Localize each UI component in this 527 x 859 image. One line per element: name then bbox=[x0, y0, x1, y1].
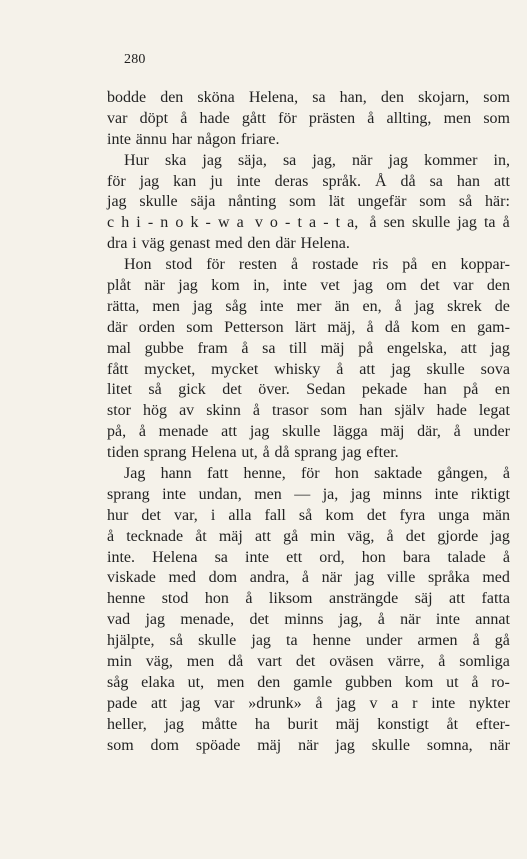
text-line: Hur ska jag säja, sa jag, när jag kommer in, bbox=[124, 151, 510, 169]
text-line: mal gubbe fram å sa till mäj på engelska, att jag bbox=[107, 339, 510, 357]
text-line: på, å menade att jag skulle lägga mäj där, å under bbox=[107, 423, 510, 441]
text-line: för jag kan ju inte deras språk. Å då sa han att bbox=[107, 172, 510, 190]
text-line: min väg, men då vart det oväsen värre, å somliga bbox=[107, 653, 510, 671]
text-line: henne stod hon å liksom ansträngde säj att fatta bbox=[107, 590, 510, 608]
text-line: plåt när jag kom in, inte vet jag om det var den bbox=[107, 277, 510, 295]
text-line: pade att jag var »drunk» å jag v a r inte nykter bbox=[107, 694, 510, 712]
text-line: c h i - n o k - w a v o - t a - t a, å sen skulle jag ta å bbox=[107, 214, 510, 232]
text-line: litet så gick det över. Sedan pekade han på en bbox=[107, 381, 510, 399]
text-line: stor hög av skinn å trasor som han själv hade legat bbox=[107, 402, 510, 420]
text-line: heller, jag måtte ha burit mäj konstigt åt efter- bbox=[107, 715, 510, 733]
text-line: jag skulle säja nånting som lät ungefär som så här: bbox=[107, 193, 510, 211]
text-line: såg elaka ut, men den gamle gubben kom ut å ro- bbox=[107, 673, 510, 691]
text-line: där orden som Petterson lärt mäj, å då kom en gam- bbox=[107, 318, 510, 336]
text-line: bodde den sköna Helena, sa han, den skojarn, som bbox=[107, 89, 510, 106]
text-line: å tecknade åt mäj att gå min väg, å det gjorde jag bbox=[107, 527, 510, 545]
text-line: fått mycket, mycket whisky å att jag skulle sova bbox=[107, 360, 510, 378]
text-line: Hon stod för resten å rostade ris på en koppar- bbox=[124, 256, 510, 274]
text-line: inte ännu har någon friare. bbox=[107, 130, 280, 148]
text-line: dra i väg genast med den där Helena. bbox=[107, 235, 350, 253]
text-line: Jag hann fatt henne, för hon saktade gången, å bbox=[124, 465, 510, 483]
text-line: tiden sprang Helena ut, å då sprang jag efter. bbox=[107, 444, 399, 462]
page-number: 280 bbox=[124, 52, 146, 67]
text-line: hjälpte, så skulle jag ta henne under armen å gå bbox=[107, 632, 510, 650]
text-line: rätta, men jag såg inte mer än en, å jag skrek de bbox=[107, 297, 510, 315]
text-line: sprang inte undan, men — ja, jag minns inte riktigt bbox=[107, 485, 510, 503]
text-line: inte. Helena sa inte ett ord, hon bara talade å bbox=[107, 548, 510, 566]
text-line: viskade med dom andra, å när jag ville språka med bbox=[107, 569, 510, 587]
text-line: var döpt å hade gått för prästen å allting, men som bbox=[107, 109, 510, 127]
text-line: vad jag menade, det minns jag, å när inte annat bbox=[107, 611, 510, 629]
text-line: som dom spöade mäj när jag skulle somna, när bbox=[107, 736, 510, 754]
body-text bbox=[107, 88, 510, 757]
text-line: hur det var, i alla fall så kom det fyra unga män bbox=[107, 506, 510, 524]
